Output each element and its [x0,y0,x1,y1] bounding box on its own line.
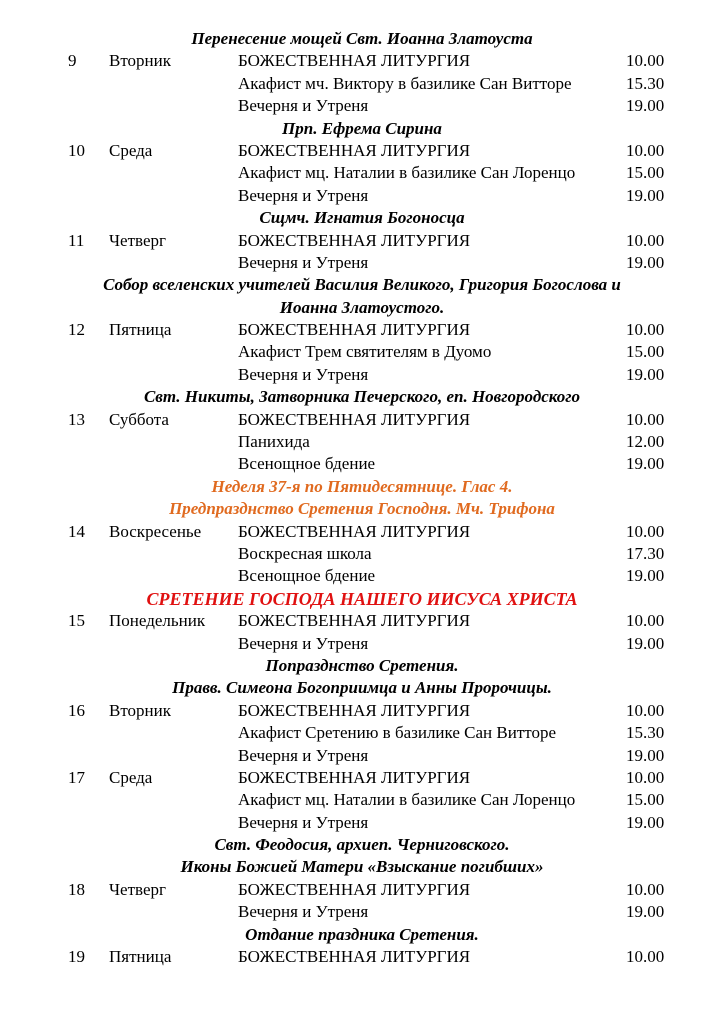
service-time: 10.00 [626,767,665,787]
service-name: БОЖЕСТВЕННАЯ ЛИТУРГИЯ [238,320,471,340]
day-number: 19 [68,947,85,967]
weekday: Воскресенье [109,521,202,541]
service-name: БОЖЕСТВЕННАЯ ЛИТУРГИЯ [238,879,471,899]
service-name: Акафист мч. Виктору в базилике Сан Витторе [238,73,572,93]
service-time: 10.00 [626,51,665,71]
feast-heading: Свт. Феодосия, архиеп. Черниговского. [214,835,510,855]
feast-heading: Предпразднство Сретения Господня. Мч. Трифона [169,499,555,519]
service-time: 19.00 [626,185,665,205]
weekday: Среда [109,767,153,787]
service-name: Акафист Сретению в базилике Сан Витторе [238,723,557,743]
schedule-row [0,162,724,184]
service-time: 10.00 [626,230,665,250]
day-number: 17 [68,767,85,787]
schedule-row [0,789,724,811]
service-time: 19.00 [626,252,665,272]
feast-heading: Прп. Ефрема Сирина [282,118,442,138]
day-number: 14 [68,521,85,541]
schedule-row [0,610,724,632]
service-name: Акафист Трем святителям в Дуомо [238,342,492,362]
service-name: БОЖЕСТВЕННАЯ ЛИТУРГИЯ [238,700,471,720]
schedule-row [0,879,724,901]
feast-heading: Иоанна Златоустого. [279,297,445,317]
schedule-row [0,364,724,386]
feast-heading: Отдание праздника Сретения. [245,924,479,944]
service-time: 10.00 [626,409,665,429]
schedule-row [0,319,724,341]
service-time: 19.00 [626,812,665,832]
schedule-row [0,565,724,587]
service-name: БОЖЕСТВЕННАЯ ЛИТУРГИЯ [238,767,471,787]
schedule-row [0,812,724,834]
service-name: БОЖЕСТВЕННАЯ ЛИТУРГИЯ [238,611,471,631]
service-name: БОЖЕСТВЕННАЯ ЛИТУРГИЯ [238,230,471,250]
schedule-row [0,745,724,767]
service-name: Всенощное бдение [238,566,376,586]
service-time: 15.00 [626,790,665,810]
day-number: 18 [68,879,85,899]
service-time: 19.00 [626,454,665,474]
schedule-row [0,901,724,923]
weekday: Пятница [109,320,172,340]
schedule-row [0,409,724,431]
schedule-row [0,140,724,162]
weekday: Вторник [109,700,171,720]
schedule-row [0,230,724,252]
feast-heading: Свт. Никиты, Затворника Печерского, еп. Новгородского [143,387,581,407]
service-time: 15.30 [626,723,665,743]
service-name: Всенощное бдение [238,454,376,474]
schedule-row [0,453,724,475]
service-time: 19.00 [626,902,665,922]
service-time: 19.00 [626,566,665,586]
service-time: 10.00 [626,140,665,160]
service-name: БОЖЕСТВЕННАЯ ЛИТУРГИЯ [238,521,471,541]
service-name: Вечерня и Утреня [238,745,369,765]
service-name: БОЖЕСТВЕННАЯ ЛИТУРГИЯ [238,51,471,71]
service-name: Вечерня и Утреня [238,812,369,832]
service-time: 10.00 [626,700,665,720]
service-time: 10.00 [626,320,665,340]
schedule-row [0,50,724,72]
weekday: Пятница [109,947,172,967]
day-number: 13 [68,409,85,429]
day-number: 12 [68,320,85,340]
schedule-row [0,767,724,789]
feast-heading: Иконы Божией Матери «Взыскание погибших» [180,857,544,877]
day-number: 10 [68,140,85,160]
schedule-row [0,722,724,744]
schedule-row [0,431,724,453]
service-time: 19.00 [626,96,665,116]
weekday: Четверг [109,230,166,250]
service-name: Воскресная школа [238,543,372,563]
schedule-row [0,700,724,722]
service-time: 10.00 [626,611,665,631]
service-time: 17.30 [626,543,665,563]
service-name: Вечерня и Утреня [238,185,369,205]
day-number: 15 [68,611,85,631]
schedule-row [0,95,724,117]
schedule-row [0,521,724,543]
schedule-row [0,946,724,968]
service-name: Вечерня и Утреня [238,96,369,116]
schedule-row [0,252,724,274]
weekday: Четверг [109,879,166,899]
feast-heading: Сщмч. Игнатия Богоносца [259,208,465,228]
service-time: 10.00 [626,947,665,967]
schedule-row [0,185,724,207]
service-time: 19.00 [626,364,665,384]
service-name: Панихида [238,432,310,452]
service-time: 15.30 [626,73,665,93]
service-time: 19.00 [626,745,665,765]
service-name: БОЖЕСТВЕННАЯ ЛИТУРГИЯ [238,947,471,967]
service-time: 15.00 [626,342,665,362]
weekday: Суббота [109,409,169,429]
day-number: 16 [68,700,85,720]
service-name: Акафист мц. Наталии в базилике Сан Лоренцо [238,163,576,183]
service-time: 10.00 [626,521,665,541]
service-name: Вечерня и Утреня [238,252,369,272]
schedule-row [0,543,724,565]
schedule-row [0,341,724,363]
day-number: 9 [68,51,77,71]
weekday: Среда [109,140,153,160]
weekday: Вторник [109,51,171,71]
service-time: 12.00 [626,432,665,452]
feast-heading: Попразднство Сретения. [265,655,459,675]
service-name: Акафист мц. Наталии в базилике Сан Лоренцо [238,790,576,810]
service-name: Вечерня и Утреня [238,902,369,922]
service-name: Вечерня и Утреня [238,364,369,384]
service-time: 15.00 [626,163,665,183]
schedule-row [0,633,724,655]
day-number: 11 [68,230,85,250]
feast-heading: Перенесение мощей Свт. Иоанна Златоуста [191,29,533,48]
service-name: БОЖЕСТВЕННАЯ ЛИТУРГИЯ [238,409,471,429]
service-time: 10.00 [626,879,665,899]
feast-heading: СРЕТЕНИЕ ГОСПОДА НАШЕГО ИИСУСА ХРИСТА [146,588,578,609]
service-name: БОЖЕСТВЕННАЯ ЛИТУРГИЯ [238,140,471,160]
feast-heading: Правв. Симеона Богоприимца и Анны Пророчицы. [172,678,552,698]
feast-heading: Неделя 37-я по Пятидесятнице. Глас 4. [211,476,513,496]
service-name: Вечерня и Утреня [238,633,369,653]
feast-heading: Собор вселенских учителей Василия Великого, Григория Богослова и [103,275,621,295]
schedule-row [0,73,724,95]
schedule-document [0,28,724,968]
weekday: Понедельник [109,611,206,631]
service-time: 19.00 [626,633,665,653]
